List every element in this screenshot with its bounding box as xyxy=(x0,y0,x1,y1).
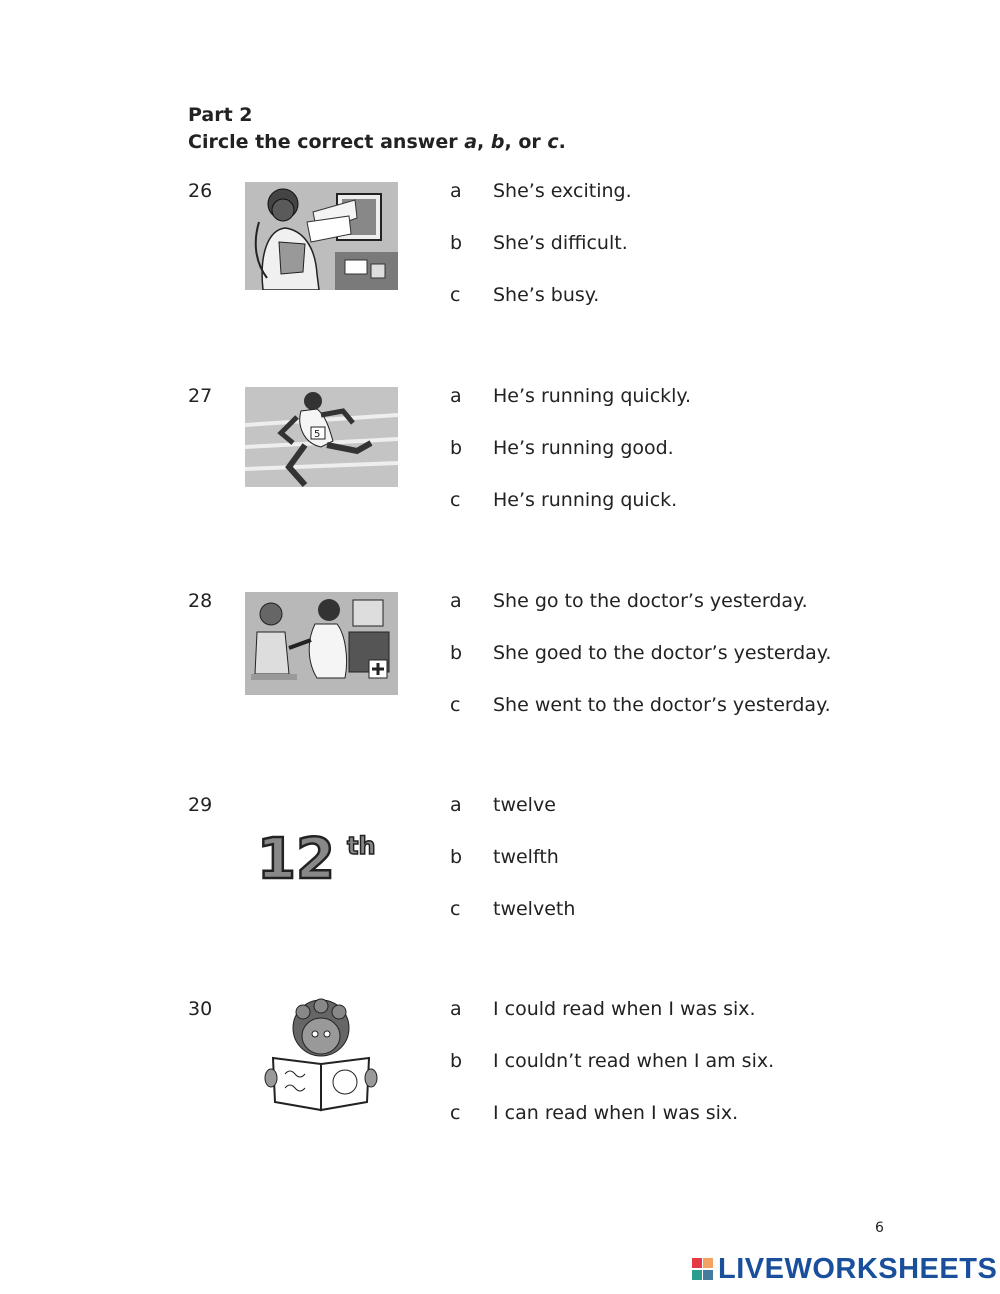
part-title: Part 2 xyxy=(188,104,253,126)
woman-busy-desk-illustration xyxy=(245,182,398,290)
option-letter: c xyxy=(450,489,461,511)
option-text: She’s exciting. xyxy=(493,180,632,202)
doctor-visit-illustration xyxy=(245,592,398,695)
option-letter: c xyxy=(450,284,461,306)
option-text: She goed to the doctor’s yesterday. xyxy=(493,642,832,664)
option-letter: a xyxy=(450,385,462,407)
option-text: She’s difficult. xyxy=(493,232,628,254)
question-number: 28 xyxy=(188,590,213,612)
question-28 xyxy=(0,590,1000,750)
option-text: I could read when I was six. xyxy=(493,998,756,1020)
liveworksheets-mark-icon xyxy=(692,1256,714,1282)
option-letter: b xyxy=(450,232,463,254)
option-text: She’s busy. xyxy=(493,284,600,306)
option-letter: a xyxy=(450,180,462,202)
bib-number: 5 xyxy=(314,429,321,440)
option-letter: b xyxy=(450,1050,463,1072)
page-number: 6 xyxy=(875,1220,884,1236)
liveworksheets-logo xyxy=(692,1252,997,1286)
option-text: twelve xyxy=(493,794,556,816)
instruction: Circle the correct answer a, b, or c. xyxy=(188,131,566,153)
ordinal-suffix: th xyxy=(347,832,376,860)
option-text: She go to the doctor’s yesterday. xyxy=(493,590,808,612)
option-letter: c xyxy=(450,898,461,920)
girl-reading-illustration xyxy=(245,998,398,1113)
option-text: He’s running good. xyxy=(493,437,674,459)
runner-illustration xyxy=(245,387,398,487)
option-letter: b xyxy=(450,642,463,664)
option-letter: c xyxy=(450,1102,461,1124)
option-text: She went to the doctor’s yesterday. xyxy=(493,694,831,716)
question-number: 27 xyxy=(188,385,213,407)
question-26 xyxy=(0,180,1000,340)
12th-ordinal-illustration xyxy=(245,820,398,890)
question-number: 30 xyxy=(188,998,213,1020)
option-text: He’s running quickly. xyxy=(493,385,691,407)
question-30 xyxy=(0,998,1000,1158)
question-number: 29 xyxy=(188,794,213,816)
option-text: twelfth xyxy=(493,846,559,868)
option-letter: a xyxy=(450,794,462,816)
option-text: He’s running quick. xyxy=(493,489,678,511)
question-number: 26 xyxy=(188,180,213,202)
option-text: I couldn’t read when I am six. xyxy=(493,1050,775,1072)
ordinal-number: 12 xyxy=(257,827,335,890)
brand-text: LIVEWORKSHEETS xyxy=(718,1252,998,1285)
option-letter: a xyxy=(450,590,462,612)
option-text: I can read when I was six. xyxy=(493,1102,739,1124)
question-29 xyxy=(0,794,1000,954)
option-text: twelveth xyxy=(493,898,576,920)
option-letter: b xyxy=(450,846,463,868)
question-27 xyxy=(0,385,1000,545)
option-letter: a xyxy=(450,998,462,1020)
option-letter: c xyxy=(450,694,461,716)
option-letter: b xyxy=(450,437,463,459)
